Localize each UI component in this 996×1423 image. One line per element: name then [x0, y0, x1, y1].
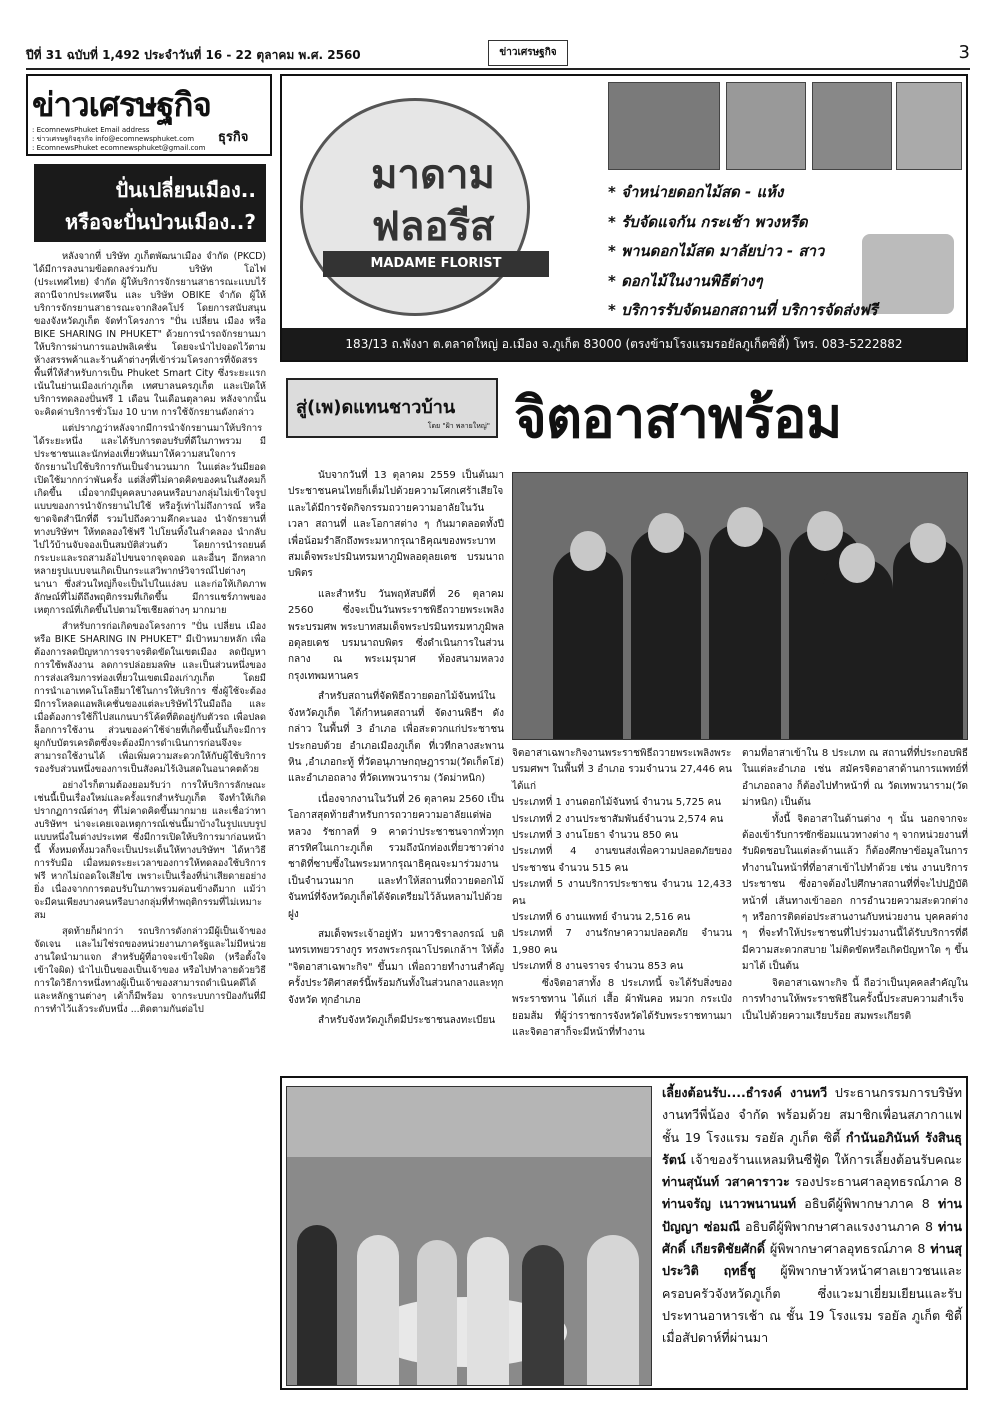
flower-photo — [726, 82, 806, 170]
article-column-1 — [288, 468, 504, 1033]
service-item: * ดอกไม้ในงานพิธีต่างๆ — [608, 271, 763, 290]
masthead — [26, 74, 272, 156]
person-head — [807, 511, 843, 551]
header-logo: ข่าวเศรษฐกิจ — [488, 40, 568, 66]
paragraph: จิตอาสาเฉพาะกิจ นี้ ถือว่าเป็นบุคคลสำคัญในการทำงานให้พระราชพิธีในครั้งนี้ประสบความสำเร็จเป็นไปด้วยความเรียบร้อย สมพระเกียรติ — [742, 977, 968, 1022]
paragraph: เนื่องจากงานในวันที่ 26 ตุลาคม 2560 เป็นโอกาสสุดท้ายสำหรับการถวายความอาลัยแด่พ่อหลวง รัชกาลที่ 9 คาดว่าประชาชนจากทั่วทุกสารทิศในเกาะภูเก็ต รวมถึงนักท่องเที่ยวชาวต่างชาติที่ซาบซึ้งในพระมหากรุณาธิคุณจะมาร่วมงานเป็นจำนวนมาก และทำให้สถานที่ถวายดอกไม้จันทน์ที่จังหวัดภูเก็ตได้จัดเตรียมไว้ล้นหลามไปด้วยฝูง — [288, 793, 504, 920]
left-column-body — [34, 250, 266, 1019]
person-figure — [631, 529, 701, 739]
masthead-info-line: : ข่าวเศรษฐกิจธุรกิจ info@ecomnewsphuket.com — [32, 135, 195, 143]
person-name: กำนันอภินันท์ รังสินธุรัตน์ — [662, 1129, 962, 1167]
person-figure — [587, 1235, 639, 1385]
category-line: ประเภทที่ 4 งานขนส่งเพื่อความปลอดภัยของประชาชน จำนวน 515 คน — [512, 846, 732, 874]
category-line: ประเภทที่ 1 งานดอกไม้จันทน์ จำนวน 5,725 คน — [512, 797, 722, 809]
florist-logo — [300, 98, 530, 316]
paragraph: จิตอาสาเฉพาะกิจงานพระราชพิธีถวายพระเพลิงพระบรมศพฯ ในพื้นที่ 3 อำเภอ รวมจำนวน 27,446 คน ได้แก่ — [512, 748, 732, 792]
volunteers-photo — [512, 472, 968, 740]
service-list — [608, 178, 948, 326]
paragraph: ตามที่อาสาเข้าใน 8 ประเภท ณ สถานที่ที่ประกอบพิธีในแต่ละอำเภอ เช่น สมัครจิตอาสาด้านการแพทย์ที่อำเภอถลาง ก็ต้องไปทำหน้าที่ ณ วัดเทพวนาราม(วัดม่าหนิก) เป็นต้น — [742, 748, 968, 809]
body-text: ผู้พิพากษาหัวหน้าศาลเยาวชนและครอบครัวจังหวัดภูเก็ต ซึ่งแวะมาเยี่ยมเยียนและรับประทานอาหารเช้า ณ ชั้น 19 โรงแรม รอยัล ภูเก็ต ซิตี้ เมื่อสัปดาห์ที่ผ่านมา — [662, 1263, 962, 1346]
person-figure — [357, 1235, 399, 1385]
flower-photo — [608, 82, 720, 170]
paragraph: สุดท้ายก็ฝากว่า รถบริการดังกล่าวมีผู้เป็นเจ้าของจัดเจน และไม่ใช่รถของหน่วยงานภาครัฐและไม่มีหน่วยงานใดนำมาแจก สำหรับผู้ที่อาจจะเข้าใจผิด (หรือตั้งใจเข้าใจผิด) นำไปเป็นของเป็นเจ้าของ หรือไปทำลายด้วยวิธีการใดวิธีการหนึ่งทางผู้เป็นเจ้าของสามารถดำเนินคดีได้ และหลักฐานต่างๆ เค้าก็มีพร้อม จากระบบการป้องกันที่มีการทำไว้แล้วระดับหนึ่ง ...ติดตามกันต่อไป — [34, 926, 266, 1015]
person-figure — [467, 1237, 509, 1385]
person-figure — [297, 1225, 337, 1385]
left-column-heading — [34, 164, 266, 242]
column-logo-title: สู่(เพ)ดแทนชาวบ้าน — [296, 397, 456, 418]
florist-logo-thai: มาดาม ฟลอรีส — [371, 151, 495, 250]
masthead-info — [32, 126, 212, 153]
ad-address-bar: 183/13 ถ.พังงา ต.ตลาดใหญ่ อ.เมือง จ.ภูเก็ต 83000 (ตรงข้ามโรงแรมรอยัลภูเก็ตซิตี้) โทร. 083-5222882 — [282, 328, 966, 360]
body-text: อธิบดีผู้พิพากษาศาลแรงงานภาค 8 — [740, 1218, 939, 1234]
category-line: ประเภทที่ 2 งานประชาสัมพันธ์จำนวน 2,574 คน — [512, 813, 724, 825]
paragraph: สมเด็จพระเจ้าอยู่หัว มหาวชิราลงกรณ์ บดินทรเทพยวรางกูร ทรงพระกรุณาโปรดเกล้าฯ ให้ตั้ง "จิตอาสาเฉพาะกิจ" ขึ้นมา เพื่อถวายทำงานสำคัญครั้งประวัติศาสตร์นี้พร้อมกันทั้งในส่วนกลางและทุกจังหวัด ทุกอำเภอ — [288, 928, 504, 1006]
issue-line: ปีที่ 31 ฉบับที่ 1,492 ประจำวันที่ 16 - 22 ตุลาคม พ.ศ. 2560 — [26, 48, 361, 62]
column-logo — [286, 378, 498, 438]
person-figure — [417, 1240, 457, 1385]
body-text: รองประธานศาลอุทธรณ์ภาค 8 — [789, 1174, 963, 1190]
florist-ad — [280, 74, 968, 362]
person-name: ท่านศักดิ์ เกียรติชัยศักดิ์ — [662, 1218, 962, 1257]
paragraph: ทั้งนี้ จิตอาสาในด้านต่าง ๆ นั้น นอกจากจะต้องเข้ารับการซักซ้อมแนวทางต่าง ๆ จากหน่วยงานที่รับผิดชอบในแต่ละด้านแล้ว ก็ต้องศึกษาข้อมูลในการทำงานในหน้าที่ที่อาสาเข้าไปทำด้วย เช่น งานบริการประชาชน ซึ่งอาจต้องไปศึกษาสถานที่ที่จะไปปฏิบัติหน้าที่ เส้นทางเข้าออก การอำนวยความสะดวกต่าง ๆ หรือการติดต่อประสานงานกับหน่วยงาน บุคคลต่าง ๆ ที่จะทำให้ประชาชนที่ไปร่วมงานนี้ได้รับบริการที่ดี มีความสะดวกสบาย ไม่ติดขัดหรือเกิดปัญหาใด ๆ ขึ้นมาได้ เป็นต้น — [742, 813, 968, 973]
masthead-info-line: : EcomnewsPhuket Email address — [32, 126, 150, 134]
column-logo-byline: โดย "ฝ้า พลายใหญ่" — [427, 422, 490, 430]
person-head — [727, 507, 763, 547]
category-line: ประเภทที่ 8 งานจราจร จำนวน 853 คน — [512, 961, 684, 973]
service-item: * จำหน่ายดอกไม้สด - แห้ง — [608, 183, 784, 201]
person-head — [570, 531, 606, 571]
social-news-box — [280, 1076, 968, 1390]
left-headline-1: ปั่นเปลี่ยนเมือง.. — [115, 178, 256, 202]
person-head — [648, 513, 684, 553]
social-news-text — [662, 1082, 962, 1350]
masthead-title: ข่าวเศรษฐกิจ — [32, 85, 211, 124]
category-line: ประเภทที่ 6 งานแพทย์ จำนวน 2,516 คน — [512, 912, 691, 924]
window-view — [287, 1087, 652, 1157]
paragraph: ซึ่งจิตอาสาทั้ง 8 ประเภทนี้ จะได้รับสิ่งของพระราชทาน ได้แก่ เสื้อ ผ้าพันคอ หมวก กระเป๋งยอมส้ม ที่ผู้ว่าราชการจังหวัดได้รับพระราชทานมา และจิตอาสาก็จะมีหน้าที่ทำงาน — [512, 977, 732, 1038]
paragraph: สำหรับการก่อเกิดของโครงการ "ปั่น เปลี่ยน เมือง หรือ BIKE SHARING IN PHUKET" มีเป้าหมายหลัก เพื่อต้องการลดปัญหาการจราจรติดขัดในเขตเมือง ลดปัญหาการใช้พลังงาน ลดการปล่อยมลพิษ และเป็นส่วนหนึ่งของการส่งเสริมการท่องเที่ยวในเขตเมืองเก่าภูเก็ต โดยมีการนำเอาเทคโนโลยีมาใช้ในการให้บริการ ซึ่งผู้ใช้จะต้องมีการโหลดแอพลิเคชั่นของแต่ละบริษัทไว้ในมือถือ และเมื่อต้องการใช้ก็ไปสแกนบาร์โค้ดที่ติดอยู่กับตัวรถ เพื่อปลดล็อกการใช้งาน ส่วนของค่าใช้จ่ายที่เกิดขึ้นนั้นก็จะมีการผูกกับบัตรเครดิตซึ่งจะต้องมีการดำเนินการก่อนจึงจะสามารถใช้งานได้ เพื่อเพิ่มความสะดวกให้กับผู้ใช้บริการ รองรับส่วนหนึ่งของการเป็นสังคมไร้เงินสดในอนาคตด้วย — [34, 621, 266, 775]
article-headline: จิตอาสาพร้อม — [514, 386, 842, 451]
service-item: * พานดอกไม้สด มาลัยบ่าว - สาว — [608, 242, 825, 260]
flower-photo — [896, 82, 962, 170]
body-text: อธิบดีผู้พิพากษาภาค 8 — [796, 1196, 939, 1212]
masthead-info-line: : EcomnewsPhuket ecomnewsphuket@gmail.com — [32, 144, 206, 152]
lead-text: เลี้ยงต้อนรับ....ธำรงค์ งานทวี — [662, 1085, 828, 1100]
person-figure — [893, 539, 963, 739]
body-text: ผู้พิพากษาศาลอุทธรณ์ภาค 8 — [765, 1241, 931, 1257]
person-figure — [553, 549, 623, 739]
person-figure — [709, 524, 781, 739]
body-text: ประธานกรรมการบริษัท งานทวีพี่น้อง จำกัด พร้อมด้วย สมาชิกเพื่อนสภากาแฟชั้น 19 โรงแรม รอยัล ภูเก็ต ซิตี้ — [662, 1085, 962, 1145]
person-figure — [823, 559, 893, 739]
person-name: ท่านจรัญ เนาวพนานนท์ — [662, 1196, 797, 1212]
article-column-2 — [512, 746, 732, 1041]
service-item: * บริการรับจัดนอกสถานที่ บริการจัดส่งฟรี — [608, 301, 878, 319]
page-number: 3 — [958, 42, 970, 63]
flower-photo — [812, 82, 892, 170]
paragraph: อย่างไรก็ตามต้องยอมรับว่า การให้บริการลักษณะเช่นนี้เป็นเรื่องใหม่และครั้งแรกสำหรับภูเก็ต จึงทำให้เกิดปรากฏการณ์ต่างๆ ที่ไม่คาดคิดขึ้นมากมาย และเชื่อว่าทางบริษัทฯ น่าจะเคยเจอเหตุการณ์เช่นนี้มาบ้างในรูปแบบรูปแบบหนึ่งในต่างประเทศ ซึ่งมีการเปิดให้บริการมาก่อนหน้านี้ ทั้งหมดทั้งมวลก็จะเป็นประเด็นให้ทางบริษัทฯ ได้หาวิธีการรับมือ เมื่อหมดระยะเวลาของการให้ทดลองใช้บริการฟรี หากไม่ถอดใจเสียไซ เพราะเป็นเรื่องที่น่าเสียดายอย่างยิ่ง เนื่องจากการตอบรับในภาพรวมค่อนข้างดีมาก แม้ว่าจะมีคนเพียงบางคนหรือบางกลุ่มที่ทำพฤติกรรมที่ไม่เหมาะสม — [34, 780, 266, 921]
reception-photo — [286, 1086, 652, 1386]
category-line: ประเภทที่ 3 งานโยธา จำนวน 850 คน — [512, 830, 679, 842]
florist-logo-english: MADAME FLORIST — [323, 251, 549, 277]
header-strip — [26, 38, 970, 70]
left-column — [34, 164, 266, 1380]
category-line: ประเภทที่ 5 งานบริการประชาชน จำนวน 12,433 คน — [512, 879, 732, 907]
body-text: เจ้าของร้านแหลมหินซีฟู้ด ให้การเลี้ยงต้อนรับคณะ — [685, 1151, 962, 1167]
masthead-subtitle: ธุรกิจ — [218, 130, 249, 145]
paragraph: นับจากวันที่ 13 ตุลาคม 2559 เป็นต้นมา ประชาชนคนไทยก็เต็มไปด้วยความโศกเศร้าเสียใจ และได้มีการจัดกิจกรรมถวายความอาลัยในวัน เวลา สถานที่ และโอกาสต่าง ๆ กันมาตลอดทั้งปี เพื่อน้อมรำลึกถึงพระมหากรุณาธิคุณของพระบาทสมเด็จพระปรมินทรมหาภูมิพลอดุลยเดช บรมนาถบพิตร — [288, 470, 504, 580]
person-name: ท่านสุนันท์ วสาคาราวะ — [662, 1174, 790, 1190]
paragraph: แต่ปรากฏว่าหลังจากมีการนำจักรยานมาให้บริการได้ระยะหนึ่ง และได้รับการตอบรับที่ดีในภาพรวม มีประชาชนและนักท่องเที่ยวหันมาให้ความสนใจการจักรยานไปใช้บริการกันเป็นจำนวนมาก ในแต่ละวันมียอดเปิดใช้มากกว่าพันครั้ง แต่สิ่งที่ไม่คาดคิดของคนในสังคมก็เกิดขึ้น เมื่อจากมีบุคคลบางคนหรือบางกลุ่มไม่เข้าใจรูปแบบของการนำจักรยานไปใช้ หรือรู้เท่าไม่ถึงการณ์ หรือขาดจิตสำนึกที่ดี รวมไปถึงความคึกคะนอง นำจักรยานที่ทางบริษัทฯ ให้ทดลองใช้ฟรี ไปโยนทิ้งในลำคลอง นำกลับไปไว้บ้านจับจองเป็นสมบัติส่วนตัว โดยการนำรถยนต์กระบะและรถสามล้อไปขนจากจุดจอด และอื่นๆ อีกหลากหลายรูปแบบจนเกิดเป็นกระแสวิพากษ์วิจารณ์ไปต่างๆ นานา ซึ่งส่วนใหญ่ก็จะเป็นไปในแง่ลบ และก่อให้เกิดภาพลักษณ์ที่ไม่ดีถึงพฤติกรรมที่เกิดขึ้น มีการแชร์ภาพของเหตุการณ์ที่เกิดขึ้นไปตามโซเชียลต่างๆ มากมาย — [34, 423, 266, 616]
paragraph: สำหรับสถานที่จัดพิธีถวายดอกไม้จันทน์ในจังหวัดภูเก็ต ได้กำหนดสถานที่ จัดงานพิธีฯ ดังกล่าว ในพื้นที่ 3 อำเภอ เพื่อสะดวกแก่ประชาชน ประกอบด้วย อำเภอเมืองภูเก็ต ที่เวทีกลางสะพานหิน ,อำเภอกะทู้ ที่วัดอนุภาษกฤษฎาราม(วัดเก็ตโฮ่) และอำเภอถลาง ที่วัดเทพวนาราม (วัดม่าหนิก) — [288, 691, 504, 785]
paragraph: สำหรับจังหวัดภูเก็ตมีประชาชนลงทะเบียน — [318, 1015, 496, 1026]
person-name: ท่านปัญญา ซ่อมณี — [662, 1196, 962, 1234]
article-column-3 — [742, 746, 968, 1025]
paragraph: และสำหรับ วันพฤหัสบดีที่ 26 ตุลาคม 2560 ซึ่งจะเป็นวันพระราชพิธีถวายพระเพลิงพระบรมศพ พระบาทสมเด็จพระปรมินทรมหาภูมิพลอดุลยเดช บรมนาถบพิตร ซึ่งดำเนินการในส่วนกลาง ณ พระเมรุมาศ ท้องสนามหลวง กรุงเทพมหานคร — [288, 588, 504, 682]
person-name: ท่านสุประวิติ ฤทธิ์ชู — [662, 1241, 962, 1279]
person-figure — [522, 1245, 564, 1385]
service-item: * รับจัดแจกัน กระเช้า พวงหรีด — [608, 212, 808, 231]
paragraph: หลังจากที่ บริษัท ภูเก็ตพัฒนาเมือง จำกัด (PKCD) ได้มีการลงนามข้อตกลงร่วมกับ บริษัท โอไฟ (ประเทศไทย) จำกัด ผู้ให้บริการจักรยานสาธารณะแบบไร้สถานีจากประเทศจีน และ บริษัท OBIKE จำกัด ผู้ให้บริการจักรยานสาธารณะจากสิงคโปร์ โดยการสนับสนุนของจังหวัดภูเก็ต จัดทำโครงการ "ปั่น เปลี่ยน เมือง หรือ BIKE SHARING IN PHUKET" ด้วยการนำรถจักรยานมาให้บริการผ่านการแอปพลิเคชั่น โดยจะนำไปจอดไว้ตามห้างสรรพค้าและร้านค้าต่างๆที่เข้าร่วมโครงการที่จัดสรรพื้นที่ให้สำหรับการเป็น Phuket Smart City ซึ่งระยะแรกเน้นในย่านเมืองเก่าภูเก็ต เทศบาลนครภูเก็ต และเปิดให้บริการทดลองปั่นฟรี 1 เดือน ในเดือนตุลาคม หลังจากนั้นจะคิดค่าบริการชั่วโมง 10 บาท การใช้จักรยานดังกล่าว — [34, 251, 266, 418]
left-headline-2: หรือจะปั่นป่วนเมือง..? — [65, 210, 256, 234]
person-head — [910, 523, 946, 563]
person-head — [839, 543, 875, 583]
category-line: ประเภทที่ 7 งานรักษาความปลอดภัย จำนวน 1,980 คน — [512, 928, 732, 956]
